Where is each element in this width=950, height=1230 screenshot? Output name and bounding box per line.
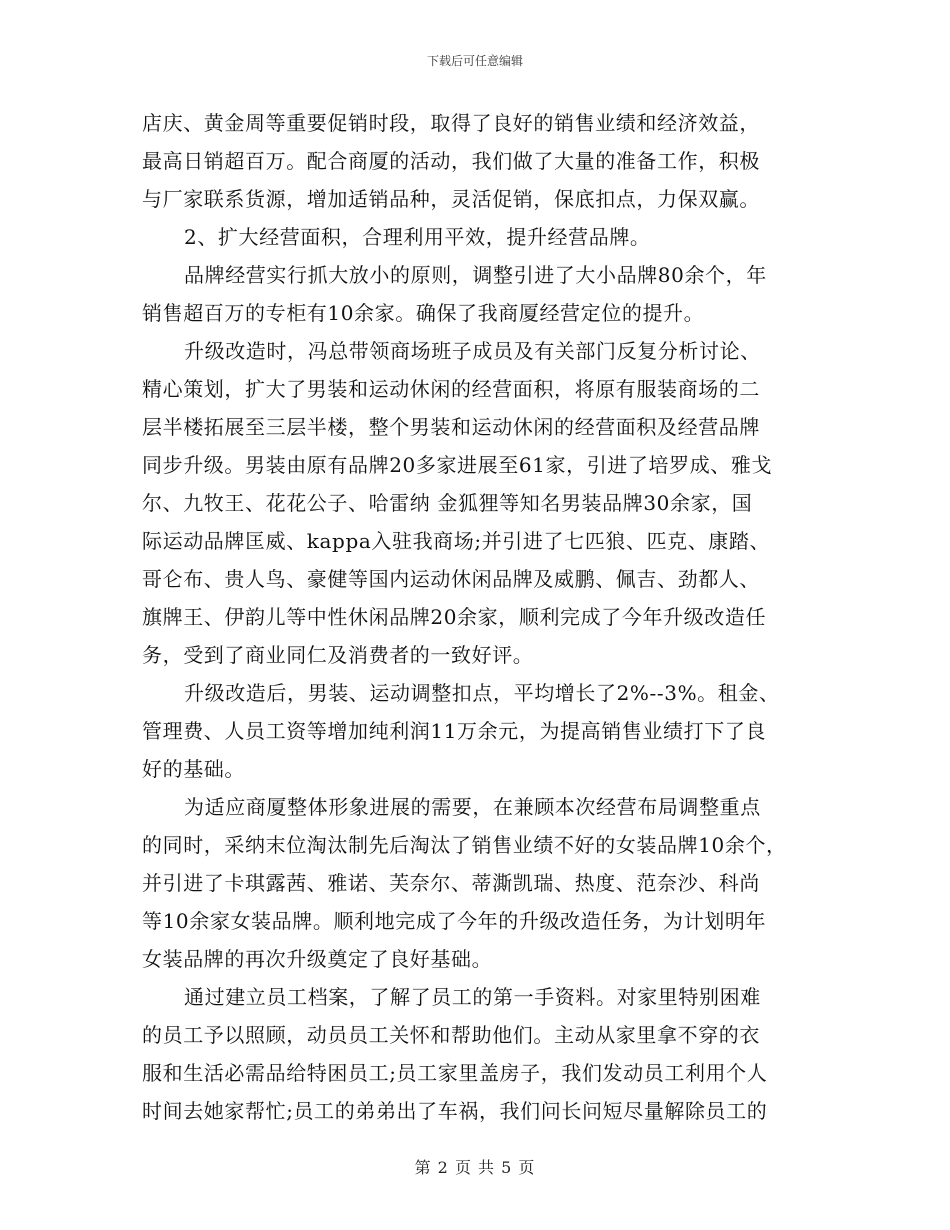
text-line: 销售超百万的专柜有10余家。确保了我商厦经营定位的提升。 [142, 301, 705, 325]
text-line: 尔、九牧王、花花公子、哈雷纳 金狐狸等知名男装品牌30余家，国 [142, 491, 753, 515]
text-line: 通过建立员工档案，了解了员工的第一手资料。对家里特别困难 [184, 985, 761, 1009]
text-line: 管理费、人员工资等增加纯利润11万余元，为提高销售业绩打下了良 [142, 719, 767, 743]
text-line: 好的基础。 [142, 757, 245, 781]
text-line: 升级改造后，男装、运动调整扣点，平均增长了2%--3%。租金、 [184, 681, 780, 705]
page-footer: 第 2 页 共 5 页 [414, 1158, 536, 1177]
text-line: 际运动品牌匡威、kappa入驻我商场;并引进了七匹狼、匹克、康踏、 [142, 529, 771, 553]
text-line: 2、扩大经营面积，合理利用平效，提升经营品牌。 [184, 225, 651, 249]
text-line: 时间去她家帮忙;员工的弟弟出了车祸，我们问长问短尽量解除员工的 [142, 1099, 768, 1123]
text-line: 并引进了卡琪露茜、雅诺、芙奈尔、蒂澌凯瑞、热度、范奈沙、科尚 [142, 871, 760, 895]
text-line: 店庆、黄金周等重要促销时段，取得了良好的销售业绩和经济效益， [142, 111, 760, 135]
text-line: 为适应商厦整体形象进展的需要，在兼顾本次经营布局调整重点 [184, 795, 761, 819]
text-line: 升级改造时，冯总带领商场班子成员及有关部门反复分析讨论、 [184, 339, 761, 363]
text-line: 哥仑布、贵人鸟、豪健等国内运动休闲品牌及威鹏、佩吉、劲都人、 [142, 567, 760, 591]
text-line: 层半楼拓展至三层半楼，整个男装和运动休闲的经营面积及经营品牌 [142, 415, 760, 439]
text-line: 的员工予以照顾，动员员工关怀和帮助他们。主动从家里拿不穿的衣 [142, 1023, 760, 1047]
text-line: 女装品牌的再次升级奠定了良好基础。 [142, 947, 493, 971]
text-line: 等10余家女装品牌。顺利地完成了今年的升级改造任务，为计划明年 [142, 909, 767, 933]
text-line: 精心策划，扩大了男装和运动休闲的经营面积，将原有服装商场的二 [142, 377, 760, 401]
text-line: 最高日销超百万。配合商厦的活动，我们做了大量的准备工作，积极 [142, 149, 760, 173]
text-line: 同步升级。男装由原有品牌20多家进展至61家，引进了培罗成、雅戈 [142, 453, 773, 477]
text-line: 旗牌王、伊韵儿等中性休闲品牌20余家，顺利完成了今年升级改造任 [142, 605, 767, 629]
text-line: 与厂家联系货源，增加适销品种，灵活促销，保底扣点，力保双赢。 [142, 187, 760, 211]
document-body [142, 104, 810, 1130]
text-line: 务，受到了商业同仁及消费者的一致好评。 [142, 643, 534, 667]
text-line: 品牌经营实行抓大放小的原则，调整引进了大小品牌80余个，年 [184, 263, 767, 287]
text-line: 的同时，采纳末位淘汰制先后淘汰了销售业绩不好的女装品牌10余个， [142, 833, 787, 857]
page-header: 下载后可任意编辑 [426, 54, 523, 68]
text-line: 服和生活必需品给特困员工;员工家里盖房子，我们发动员工利用个人 [142, 1061, 768, 1085]
